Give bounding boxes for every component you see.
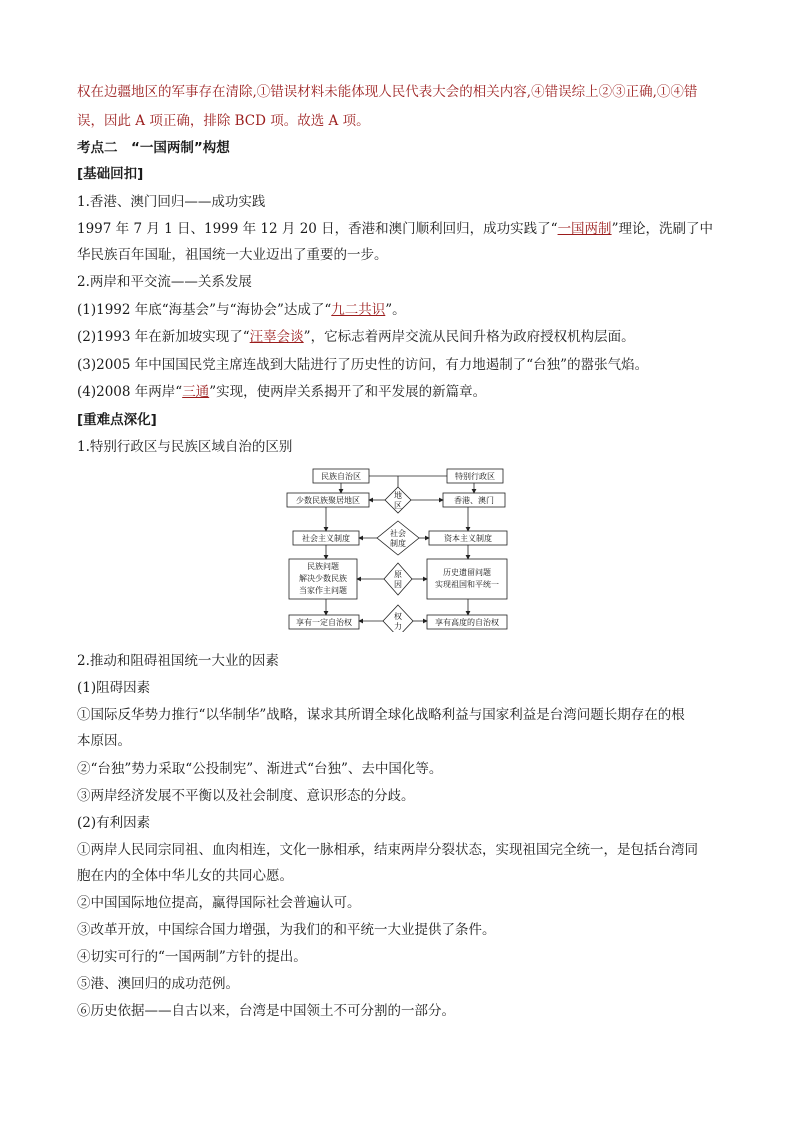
key-term: 汪辜会谈 (249, 329, 304, 345)
deepening-heading: [重难点深化] (77, 412, 157, 428)
box-right-4 (427, 559, 507, 599)
obstacle-2: ②“台独”势力采取“公投制宪”、渐进式“台独”、去中国化等。 (77, 761, 443, 777)
item1-title: 1.香港、澳门回归——成功实践 (77, 194, 266, 210)
diagram-left-4c: 当家作主问题 (299, 586, 347, 595)
favorable-1-line1: ①两岸人民同宗同祖、血肉相连，文化一脉相承，结束两岸分裂状态，实现祖国完全统一，是包括台湾同 (77, 842, 698, 858)
diagram-left-3: 社会主义制度 (302, 534, 350, 543)
obstacle-1-line1: ①国际反华势力推行“以华制华”战略，谋求其所谓全球化战略利益与国家利益是台湾问题长期存在的根 (77, 707, 685, 723)
obstacle-title: (1)阻碍因素 (77, 680, 151, 696)
key-term: 一国两制 (557, 221, 612, 237)
text-segment: 1997 年 7 月 1 日、1999 年 12 月 20 日，香港和澳门顺利回归，成功实践了“ (77, 221, 558, 237)
diagram-left-4b: 解决少数民族 (299, 574, 347, 583)
text-segment: (1)1992 年底“海基会”与“海协会”达成了“ (77, 302, 332, 318)
diamond-text-reason-1: 原 (394, 570, 402, 579)
point-3 (77, 355, 727, 375)
obstacle-1-line2: 本原因。 (77, 733, 131, 749)
obstacle-3: ③两岸经济发展不平衡以及社会制度、意识形态的分歧。 (77, 788, 415, 804)
point-4 (77, 382, 727, 402)
diamond-text-power-2: 力 (394, 622, 402, 631)
favorable-1-line2: 胞在内的全体中华儿女的共同心愿。 (77, 868, 293, 884)
deepening-item1-title: 1.特别行政区与民族区域自治的区别 (77, 439, 293, 455)
favorable-5: ⑤港、澳回归的成功范例。 (77, 976, 239, 992)
diagram-left-5: 享有一定自治权 (296, 618, 352, 627)
diagram-right-2: 香港、澳门 (454, 496, 494, 505)
diamond-text-region-2: 区 (394, 501, 402, 510)
diagram-right-3: 资本主义制度 (444, 534, 492, 543)
diagram-left-1: 民族自治区 (321, 472, 361, 481)
basic-review-heading: [基础回扣] (77, 166, 144, 182)
favorable-4: ④切实可行的“一国两制”方针的提出。 (77, 949, 307, 965)
point-1 (77, 300, 727, 320)
intro-line-2: 误，因此 A 项正确，排除 BCD 项。故选 A 项。 (77, 113, 370, 129)
favorable-2: ②中国国际地位提高，赢得国际社会普遍认可。 (77, 895, 361, 911)
favorable-title: (2)有利因素 (77, 815, 151, 831)
diagram-right-5: 享有高度的自治权 (435, 618, 499, 627)
diamond-text-region-1: 地 (394, 491, 402, 500)
item1-paragraph-line1 (77, 219, 727, 239)
key-term: 九二共识 (331, 302, 386, 318)
text-segment: (4)2008 年两岸“ (77, 384, 183, 400)
diamond-text-power-1: 权 (394, 612, 402, 621)
diamond-system (377, 521, 419, 555)
favorable-6: ⑥历史依据——自古以来，台湾是中国领土不可分割的一部分。 (77, 1003, 455, 1019)
diagram-left-2: 少数民族聚居地区 (296, 496, 360, 505)
intro-line-1: 权在边疆地区的军事存在清除,①错误材料未能体现人民代表大会的相关内容,④错误综上②③正确,①④错 (77, 84, 698, 100)
section-title: 考点二 “一国两制”构想 (77, 140, 230, 156)
text-segment: ”。 (385, 302, 406, 318)
favorable-3: ③改革开放，中国综合国力增强，为我们的和平统一大业提供了条件。 (77, 922, 496, 938)
diamond-reason (384, 563, 412, 595)
diamond-text-reason-2: 因 (394, 580, 402, 589)
diamond-text-system-1: 社会 (390, 529, 406, 538)
item2-title: 2.两岸和平交流——关系发展 (77, 274, 252, 290)
diagram-svg (285, 467, 510, 632)
item1-paragraph-line2: 华民族百年国耻，祖国统一大业迈出了重要的一步。 (77, 247, 388, 263)
diagram-left-4a: 民族问题 (307, 562, 339, 571)
diagram-right-4b: 实现祖国和平统一 (435, 580, 499, 589)
diamond-text-system-2: 制度 (390, 539, 406, 548)
key-term: 三通 (182, 384, 210, 400)
text-segment: ”理论，洗刷了中 (611, 221, 713, 237)
diagram-right-1: 特别行政区 (455, 472, 495, 481)
text-segment: (2)1993 年在新加坡实现了“ (77, 329, 250, 345)
text-segment: ”实现，使两岸关系揭开了和平发展的新篇章。 (209, 384, 487, 400)
text-segment: ”，它标志着两岸交流从民间升格为政府授权机构层面。 (303, 329, 635, 345)
point-2 (77, 327, 727, 347)
text-segment: (3)2005 年中国国民党主席连战到大陆进行了历史性的访问，有力地遏制了“台独”的嚣张气焰。 (77, 357, 649, 373)
deepening-item2-title: 2.推动和阻碍祖国统一大业的因素 (77, 653, 279, 669)
diagram-right-4a: 历史遗留问题 (443, 568, 491, 577)
comparison-diagram (285, 467, 510, 632)
